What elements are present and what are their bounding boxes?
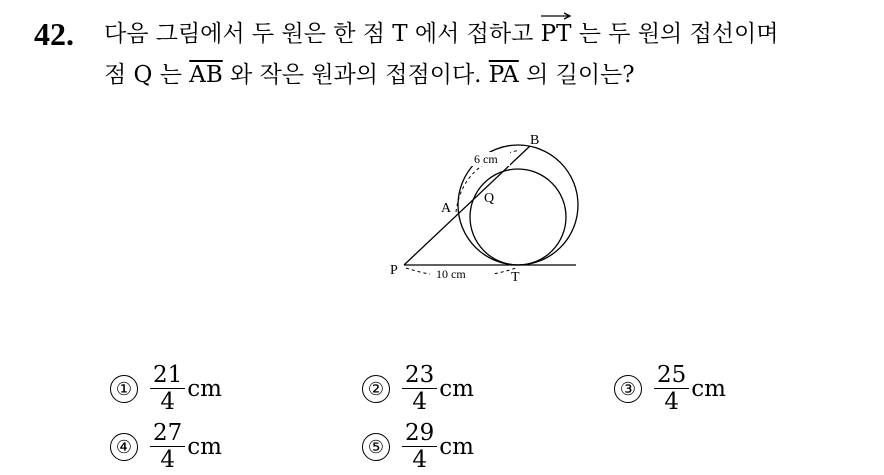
answer-choice-4[interactable] [110,420,222,473]
fraction [150,420,185,473]
small-circle [470,169,566,265]
segment-pa: $\overline{PA}$ [488,62,519,88]
numerator: 21 [150,362,185,389]
label-p: P [390,263,398,278]
question-line-2 [104,57,635,93]
unit-label: cm [691,375,726,402]
question-text-1a: 다음 그림에서 두 원은 한 점 T 에서 접하고 [104,21,541,47]
vector-pt-label: PT [540,21,572,47]
unit-label: cm [187,375,222,402]
label-a: A [441,201,452,216]
fraction [150,362,185,415]
unit-label: cm [439,433,474,460]
numerator: 29 [402,420,437,447]
dimension-label-pt: 10 cm [436,267,466,281]
answer-choice-1[interactable] [110,362,222,415]
question-number: 42. [34,16,74,52]
unit-label: cm [439,375,474,402]
vector-pt [541,16,572,52]
choice-number: ⑤ [362,433,390,461]
geometry-figure [370,128,585,288]
choice-number: ② [362,375,390,403]
question-text-2c: 의 길이는? [518,62,635,88]
answer-choice-2[interactable] [362,362,474,415]
denominator: 4 [160,389,175,415]
denominator: 4 [412,389,427,415]
choice-number: ① [110,375,138,403]
segment-ab: $\overline{AB}$ [189,62,223,88]
secant-line-pb [404,146,530,265]
numerator: 27 [150,420,185,447]
denominator: 4 [412,447,427,473]
numerator: 23 [402,362,437,389]
fraction [402,362,437,415]
answer-choice-3[interactable] [614,362,726,415]
denominator: 4 [664,389,679,415]
question-line-1 [104,16,778,52]
dimension-label-ab: 6 cm [474,152,498,166]
answer-choice-5[interactable] [362,420,474,473]
label-b: B [530,133,540,148]
fraction [402,420,437,473]
question-text-2a: 점 Q 는 [104,62,190,88]
choice-number: ④ [110,433,138,461]
fraction [654,362,689,415]
question-text-1b: 는 두 원의 접선이며 [571,21,779,47]
numerator: 25 [654,362,689,389]
vector-arrow-icon [541,12,571,20]
label-q: Q [484,191,495,206]
denominator: 4 [160,447,175,473]
choice-number: ③ [614,375,642,403]
unit-label: cm [187,433,222,460]
question-text-2b: 와 작은 원과의 접점이다. [222,62,489,88]
label-t: T [511,270,520,285]
